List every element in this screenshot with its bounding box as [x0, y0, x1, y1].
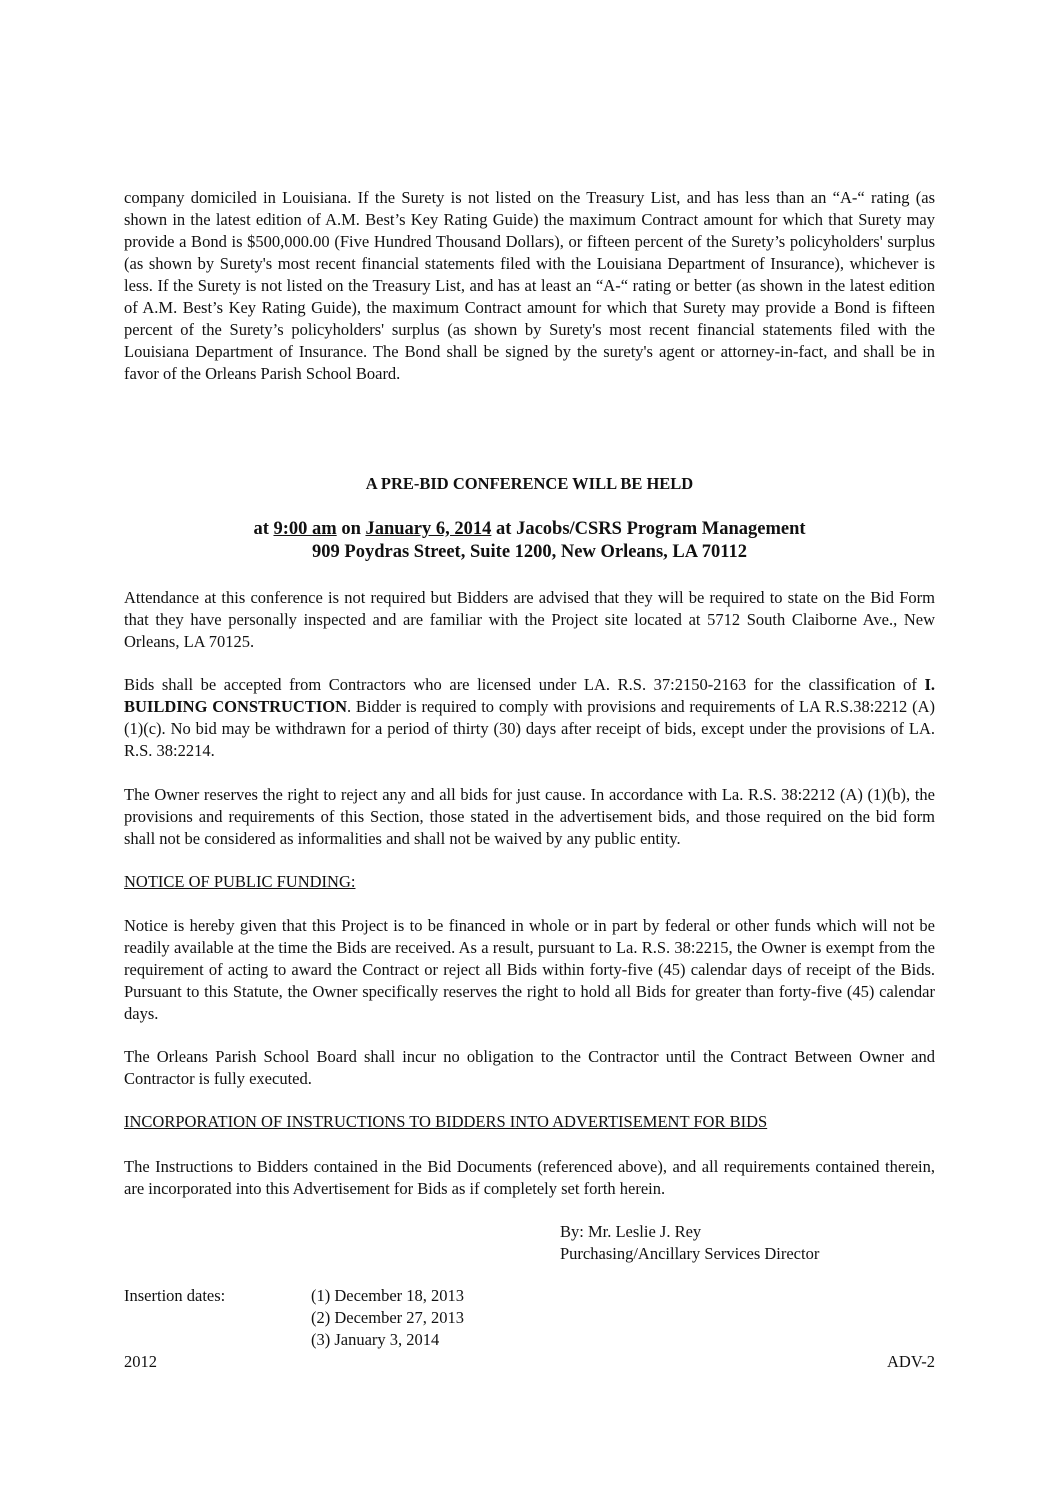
footer-year: 2012 — [124, 1352, 157, 1371]
bids-text-before: Bids shall be accepted from Contractors who are licensed under LA. R.S. 37:2150-2163 for the classification of — [124, 675, 925, 694]
insertion-date-1: (1) December 18, 2013 — [311, 1286, 465, 1305]
insertion-date-3: (3) January 3, 2014 — [311, 1330, 440, 1349]
conference-title: A PRE-BID CONFERENCE WILL BE HELD — [365, 474, 694, 493]
footer-page-number: ADV-2 — [887, 1352, 935, 1371]
funding-paragraph: Notice is hereby given that this Project is to be financed in whole or in part by federal or other funds which will not be readily available at the time the Bids are received. As a result, pursuant to La. R.S. 38:2215, the Owner is exempt from the requirement of acting to award the Contract or reject all Bids within forty-five (45) calendar days of receipt of the Bids. Pursuant to this Statute, the Owner specifically reserves the right to hold all Bids for greater than forty-five (45) calendar days. — [124, 916, 935, 1023]
insertion-dates — [311, 1285, 464, 1351]
conference-time: 9:00 am — [273, 519, 337, 539]
insertion-label: Insertion dates: — [124, 1286, 226, 1305]
signature-by-line: By: Mr. Leslie J. Rey — [560, 1222, 702, 1241]
obligation-paragraph: The Orleans Parish School Board shall incur no obligation to the Contractor until the Contract Between Owner and Contractor is fully executed. — [124, 1047, 935, 1088]
conference-location: at Jacobs/CSRS Program Management — [491, 519, 806, 539]
owner-paragraph: The Owner reserves the right to reject any and all bids for just cause. In accordance with La. R.S. 38:2212 (A) (1)(b), the provisions and requirements of this Section, those stated in the advertisement bids, and those required on the bid form shall not be considered as informalities and shall not be waived by any public entity. — [124, 785, 935, 848]
signature-title: Purchasing/Ancillary Services Director — [560, 1244, 820, 1263]
conference-details — [124, 518, 935, 540]
conference-on-text: on — [336, 519, 366, 539]
conference-date: January 6, 2014 — [365, 519, 492, 539]
bids-classification: I. BUILDING CONSTRUCTION — [124, 675, 935, 716]
insertion-date-2: (2) December 27, 2013 — [311, 1308, 465, 1327]
bids-text-after: . Bidder is required to comply with provisions and requirements of LA R.S.38:2212 (A)(1)(c). No bid may be withdrawn for a period of thirty (30) days after receipt of bids, except under the provisions of LA. R.S. 38:2214. — [124, 697, 935, 760]
surety-paragraph: company domiciled in Louisiana. If the Surety is not listed on the Treasury List, and has less than an “A-“ rating (as shown in the latest edition of A.M. Best’s Key Rating Guide) the maximum Contract amount for which that Surety may provide a Bond is $500,000.00 (Five Hundred Thousand Dollars), or fifteen percent of the Surety’s policyholders' surplus (as shown by Surety's most recent financial statements filed with the Louisiana Department of Insurance), whichever is less. If the Surety is not listed on the Treasury List, and has at least an “A-“ rating or better (as shown in the latest edition of A.M. Best’s Key Rating Guide), the maximum Contract amount for which that Surety may provide a Bond is fifteen percent of the Surety’s policyholders' surplus (as shown by Surety's most recent financial statements filed with the Louisiana Department of Insurance. The Bond shall be signed by the surety's agent or attorney-in-fact, and shall be in favor of the Orleans Parish School Board. — [124, 188, 935, 383]
document-page — [124, 0, 935, 1497]
attendance-paragraph: Attendance at this conference is not required but Bidders are advised that they will be required to state on the Bid Form that they have personally inspected and are familiar with the Project site located at 5712 South Claiborne Ave., New Orleans, LA 70125. — [124, 588, 935, 651]
bids-paragraph — [124, 674, 935, 762]
incorporation-heading: INCORPORATION OF INSTRUCTIONS TO BIDDERS INTO ADVERTISEMENT FOR BIDS — [124, 1112, 768, 1131]
conference-at-prefix: at — [253, 519, 274, 539]
conference-address: 909 Poydras Street, Suite 1200, New Orleans, LA 70112 — [312, 542, 747, 562]
incorporation-paragraph: The Instructions to Bidders contained in the Bid Documents (referenced above), and all requirements contained therein, are incorporated into this Advertisement for Bids as if completely set forth herein. — [124, 1157, 935, 1198]
funding-heading: NOTICE OF PUBLIC FUNDING: — [124, 872, 356, 891]
